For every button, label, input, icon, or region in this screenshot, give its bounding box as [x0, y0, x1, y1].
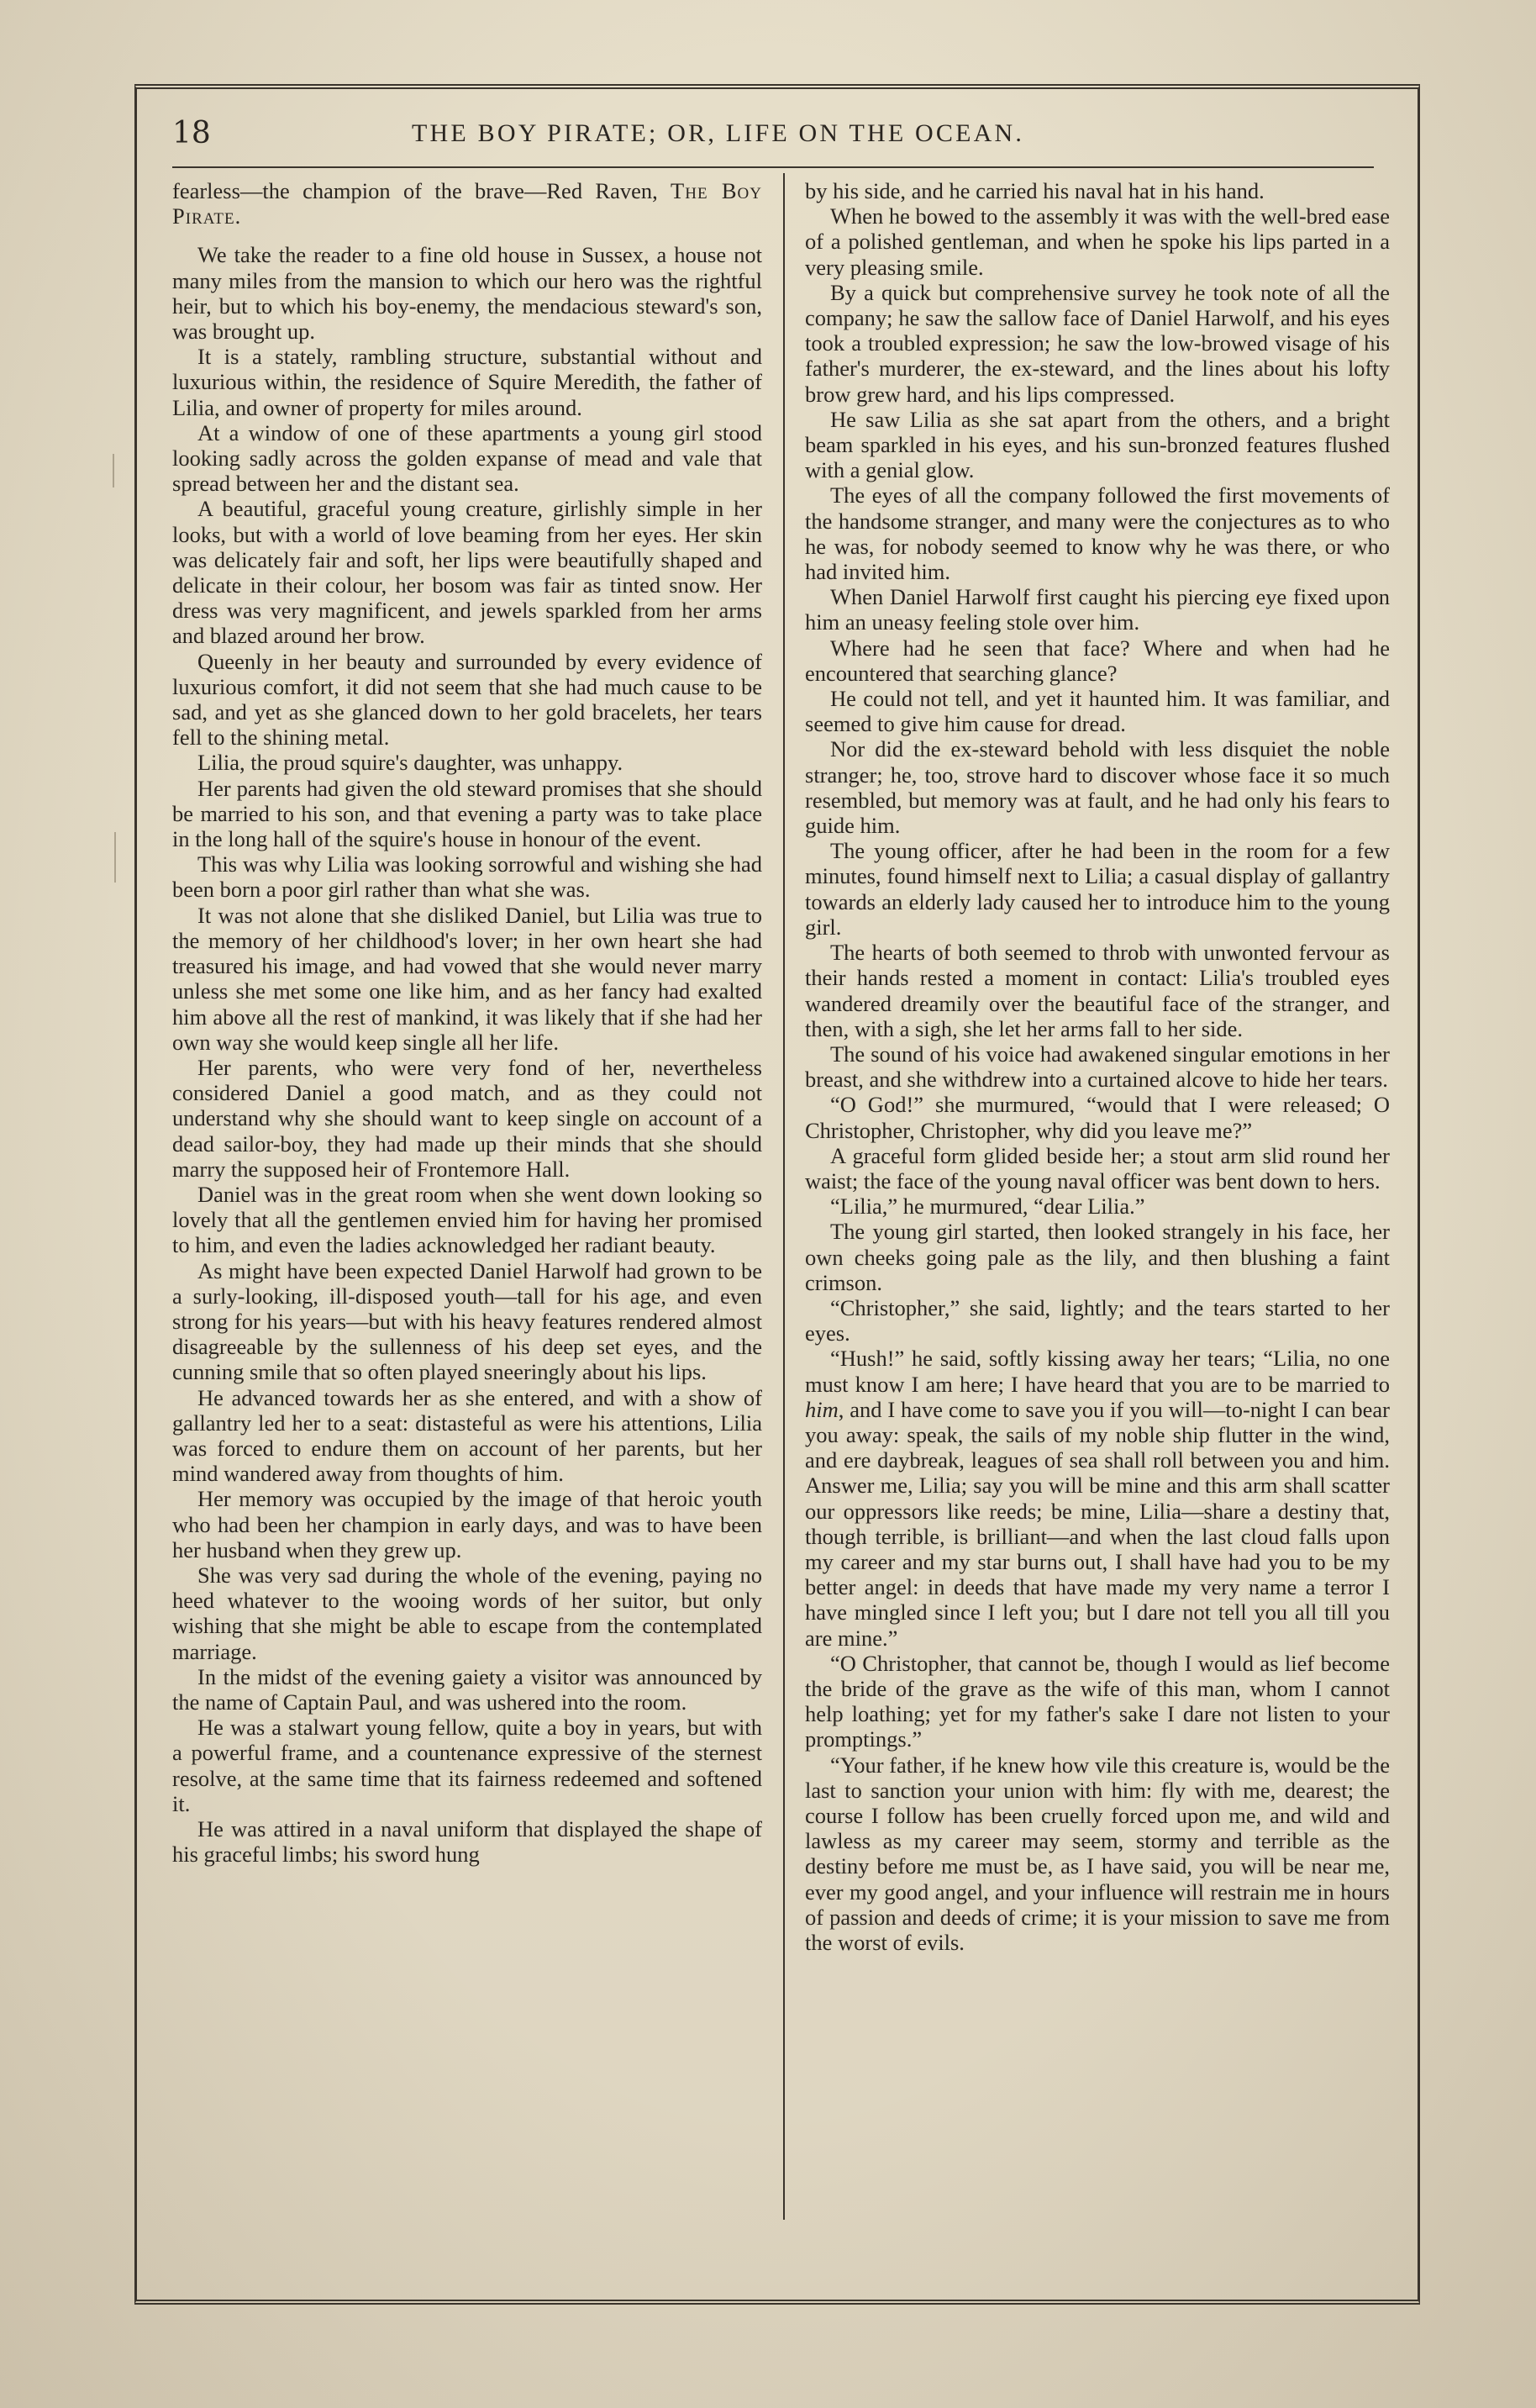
paragraph: Where had he seen that face? Where and when had he encountered that searching glance?	[805, 635, 1390, 686]
margin-marks	[109, 437, 126, 941]
paragraph: A beautiful, graceful young creature, girlishly simple in her looks, but with a world of love beaming from her eyes. Her skin was delicately fair and soft, her lips were beautifully shaped and delicate in their colour, her bosom was fair as tinted snow. Her dress was very magnificent, and jewels sparkled from her arms and blazed around her brow.	[172, 496, 762, 649]
paragraph: He was a stalwart young fellow, quite a boy in years, but with a powerful frame, and a countenance expressive of the sternest resolve, at the same time that its fairness redeemed and softened it.	[172, 1715, 762, 1816]
paragraph: Nor did the ex-steward behold with less disquiet the noble stranger; he, too, strove hard to discover whose face it so much resembled, but memory was at fault, and he had only his fears to guide him.	[805, 736, 1390, 839]
left-column	[172, 178, 762, 1867]
paragraph: Her parents had given the old steward promises that she should be married to his son, and that evening a party was to take place in the long hall of the squire's house in honour of the event.	[172, 775, 762, 852]
right-column	[805, 178, 1390, 1955]
paragraph: She was very sad during the whole of the evening, paying no heed whatever to the wooing words of her suitor, but only wishing that she might be able to escape from the contemplated marriage.	[172, 1562, 762, 1664]
running-header	[172, 116, 1374, 160]
paragraph: by his side, and he carried his naval hat in his hand.	[805, 178, 1265, 203]
paragraph: “Lilia,” he murmured, “dear Lilia.”	[830, 1193, 1145, 1220]
paragraph: This was why Lilia was looking sorrowful and wishing she had been born a poor girl rather than what she was.	[172, 851, 762, 903]
paragraph: A graceful form glided beside her; a stout arm slid round her waist; the face of the young naval officer was bent down to hers.	[805, 1142, 1390, 1193]
paragraph: He could not tell, and yet it haunted him. It was familiar, and seemed to give him cause for dread.	[805, 686, 1390, 737]
paragraph: “Your father, if he knew how vile this creature is, would be the last to sanction your union with him: fly with me, dearest; the course I follow has been cruelly forced upon me, and wild and lawless as my career may seem, stormy and terrible as the destiny before me must be, as I have said, you will be near me, ever my good angel, and your influence will restrain me in hours of passion and deeds of crime; it is your mission to save me from the worst of evils.	[805, 1752, 1390, 1956]
paragraph: It was not alone that she disliked Daniel, but Lilia was true to the memory of her childhood's lover; in her own heart she had treasured his image, and had vowed that she would never marry unless she met some one like him, and as her fancy had exalted him above all the rest of mankind, it was likely that if she had her own way she would keep single all her life.	[172, 902, 762, 1055]
paragraph: The sound of his voice had awakened singular emotions in her breast, and she withdrew into a curtained alcove to hide her tears.	[805, 1041, 1390, 1093]
paragraph: “Christopher,” she said, lightly; and the tears started to her eyes.	[805, 1294, 1390, 1346]
paragraph: As might have been expected Daniel Harwolf had grown to be a surly-looking, ill-disposed youth—tall for his age, and even strong for his years—but with his heavy features rendered almost disagreeable by the sullenness of his deep set eyes, and the cunning smile that so often played sneeringly about his lips.	[172, 1257, 762, 1385]
paragraph: “O God!” she murmured, “would that I were released; O Christopher, Christopher, why did you leave me?”	[805, 1092, 1390, 1143]
paragraph: fearless—the champion of the brave—Red Raven, The Boy Pirate.	[172, 178, 763, 229]
paragraph: “O Christopher, that cannot be, though I would as lief become the bride of the grave as the wife of this man, whom I cannot help loathing; yet for my father's sake I dare not listen to your promptings.”	[805, 1650, 1390, 1752]
paragraph: It is a stately, rambling structure, substantial without and luxurious within, the residence of Squire Meredith, the father of Lilia, and owner of property for miles around.	[172, 344, 762, 420]
paragraph: The hearts of both seemed to throb with unwonted fervour as their hands rested a moment in contact: Lilia's troubled eyes wandered dreamily over the beautiful face of the stranger, and then, with a sigh, she let her arms fall to her side.	[805, 940, 1390, 1041]
paragraph: Lilia, the proud squire's daughter, was unhappy.	[197, 750, 623, 776]
column-divider	[783, 173, 785, 2220]
page-number: 18	[172, 116, 211, 150]
smallcaps-title: The Boy Pirate.	[172, 178, 763, 229]
paragraph: He was attired in a naval uniform that displayed the shape of his graceful limbs; his sword hung	[172, 1816, 762, 1868]
paragraph: Queenly in her beauty and surrounded by every evidence of luxurious comfort, it did not seem that she had much cause to be sad, and yet as she glanced down to her gold bracelets, her tears fell to the shining metal.	[172, 648, 762, 751]
paragraph: The young girl started, then looked strangely in his face, her own cheeks going pale as the lily, and then blushing a faint crimson.	[805, 1219, 1390, 1295]
paragraph: He saw Lilia as she sat apart from the others, and a bright beam sparkled in his eyes, and his sun-bronzed features flushed with a genial glow.	[805, 406, 1390, 483]
emphasis: him	[805, 1396, 839, 1422]
paragraph: The eyes of all the company followed the first movements of the handsome stranger, and many were the conjectures as to who he was, for nobody seemed to know why he was there, or who had invited him.	[805, 482, 1390, 585]
paragraph: By a quick but comprehensive survey he took note of all the company; he saw the sallow face of Daniel Harwolf, and his eyes took a troubled expression; he saw the low-browed visage of his father's murderer, the ex-steward, and the lines about his lofty brow grew hard, and his lips compressed.	[805, 279, 1390, 407]
paragraph: We take the reader to a fine old house in Sussex, a house not many miles from the mansion to which our hero was the rightful heir, but to which his boy-enemy, the mendacious steward's son, was brought up.	[172, 242, 762, 345]
paragraph: He advanced towards her as she entered, and with a show of gallantry led her to a seat: distasteful as were his attentions, Lilia was forced to endure them on account of her parents, but her mind wandered away from thoughts of him.	[172, 1384, 762, 1487]
paragraph: When he bowed to the assembly it was with the well-bred ease of a polished gentleman, and when he spoke his lips parted in a very pleasing smile.	[805, 203, 1390, 280]
paragraph: In the midst of the evening gaiety a visitor was announced by the name of Captain Paul, and was ushered into the room.	[172, 1663, 762, 1715]
paragraph: Daniel was in the great room when she went down looking so lovely that all the gentlemen envied him for having her promised to him, and even the ladies acknowledged her radiant beauty.	[172, 1181, 762, 1258]
paragraph: “Hush!” he said, softly kissing away her tears; “Lilia, no one must know I am here; I have heard that you are to be married to him, and I have come to save you if you will—to-night I can bear you away: speak, the sails of my noble ship flutter in the wind, and ere daybreak, leagues of sea shall roll between you and him. Answer me, Lilia; say you will be mine and this arm shall scatter our oppressors like reeds; be mine, Lilia—share a destiny that, though terrible, is brilliant—and when the last cloud falls upon my career and my star burns out, I shall have had you to be my better angel: in deeds that have made my very name a terror I have mingled since I left you; but I dare not tell you all till you are mine.”	[805, 1346, 1390, 1651]
paragraph: Her parents, who were very fond of her, nevertheless considered Daniel a good match, and as they could not understand why she should want to keep single on account of a dead sailor-boy, they had made up their minds that she should marry the supposed heir of Frontemore Hall.	[172, 1054, 762, 1182]
paragraph: The young officer, after he had been in the room for a few minutes, found himself next to Lilia; a casual display of gallantry towards an elderly lady caused her to introduce him to the young girl.	[805, 838, 1390, 940]
header-rule	[172, 166, 1374, 168]
paragraph: When Daniel Harwolf first caught his piercing eye fixed upon him an uneasy feeling stole over him.	[805, 584, 1390, 635]
running-title: THE BOY PIRATE; OR, LIFE ON THE OCEAN.	[412, 119, 1025, 147]
paragraph: At a window of one of these apartments a young girl stood looking sadly across the golden expanse of mead and vale that spread between her and the distant sea.	[172, 419, 762, 497]
paragraph: Her memory was occupied by the image of that heroic youth who had been her champion in early days, and was to have been her husband when they grew up.	[172, 1486, 762, 1562]
